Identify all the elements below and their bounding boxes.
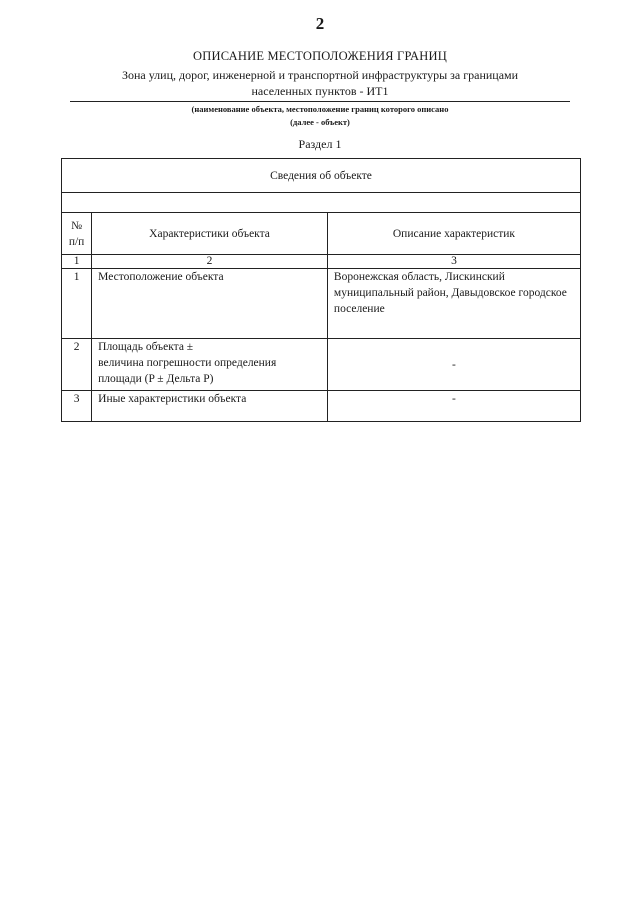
object-name-line-1: Зона улиц, дорог, инженерной и транспортной инфраструктуры за границами [121,68,519,82]
table-empty-row [62,193,581,213]
column-number-3: 3 [327,255,580,269]
object-name-line-2: населенных пунктов - ИТ1 [251,84,389,98]
row-3-num: 3 [62,391,92,422]
caption-line-1: (наименование объекта, местоположение границ которого описано [191,104,449,114]
row-1-description: Воронежская область, Лискинский муниципальный район, Давыдовское городское поселение [327,269,580,339]
header-num-line-2: п/п [68,235,85,248]
table-header-row [62,213,581,255]
column-number-row [62,255,581,269]
section-title: Раздел 1 [298,137,342,151]
column-number-1: 1 [62,255,92,269]
header-description: Описание характеристик [327,213,580,255]
row-1-num: 1 [62,269,92,339]
table-row [62,339,581,391]
table-row [62,391,581,422]
table-heading-row [62,159,581,193]
table-row [62,269,581,339]
row-2-characteristic-line-1: Площадь объекта ± [98,341,194,353]
row-3-description: - [327,391,580,422]
row-2-num: 2 [62,339,92,391]
row-1-characteristic: Местоположение объекта [92,269,328,339]
document-title: ОПИСАНИЕ МЕСТОПОЛОЖЕНИЯ ГРАНИЦ [193,49,447,63]
row-2-characteristic-line-2: величина погрешности определения площади (P ± Дельта P) [98,357,277,385]
row-2-characteristic [92,339,328,391]
object-caption [0,103,640,129]
column-number-2: 2 [92,255,328,269]
object-name-underline [70,101,570,102]
header-characteristics: Характеристики объекта [92,213,328,255]
header-num [62,213,92,255]
row-3-characteristic: Иные характеристики объекта [92,391,328,422]
table-empty-cell [62,193,581,213]
page-number: 2 [315,14,325,33]
row-2-description: - [327,339,580,391]
caption-line-2: (далее - объект) [290,117,350,127]
header-num-line-1: № [71,219,83,232]
object-name [80,67,560,99]
table-heading: Сведения об объекте [62,159,581,193]
object-info-table [61,158,581,422]
